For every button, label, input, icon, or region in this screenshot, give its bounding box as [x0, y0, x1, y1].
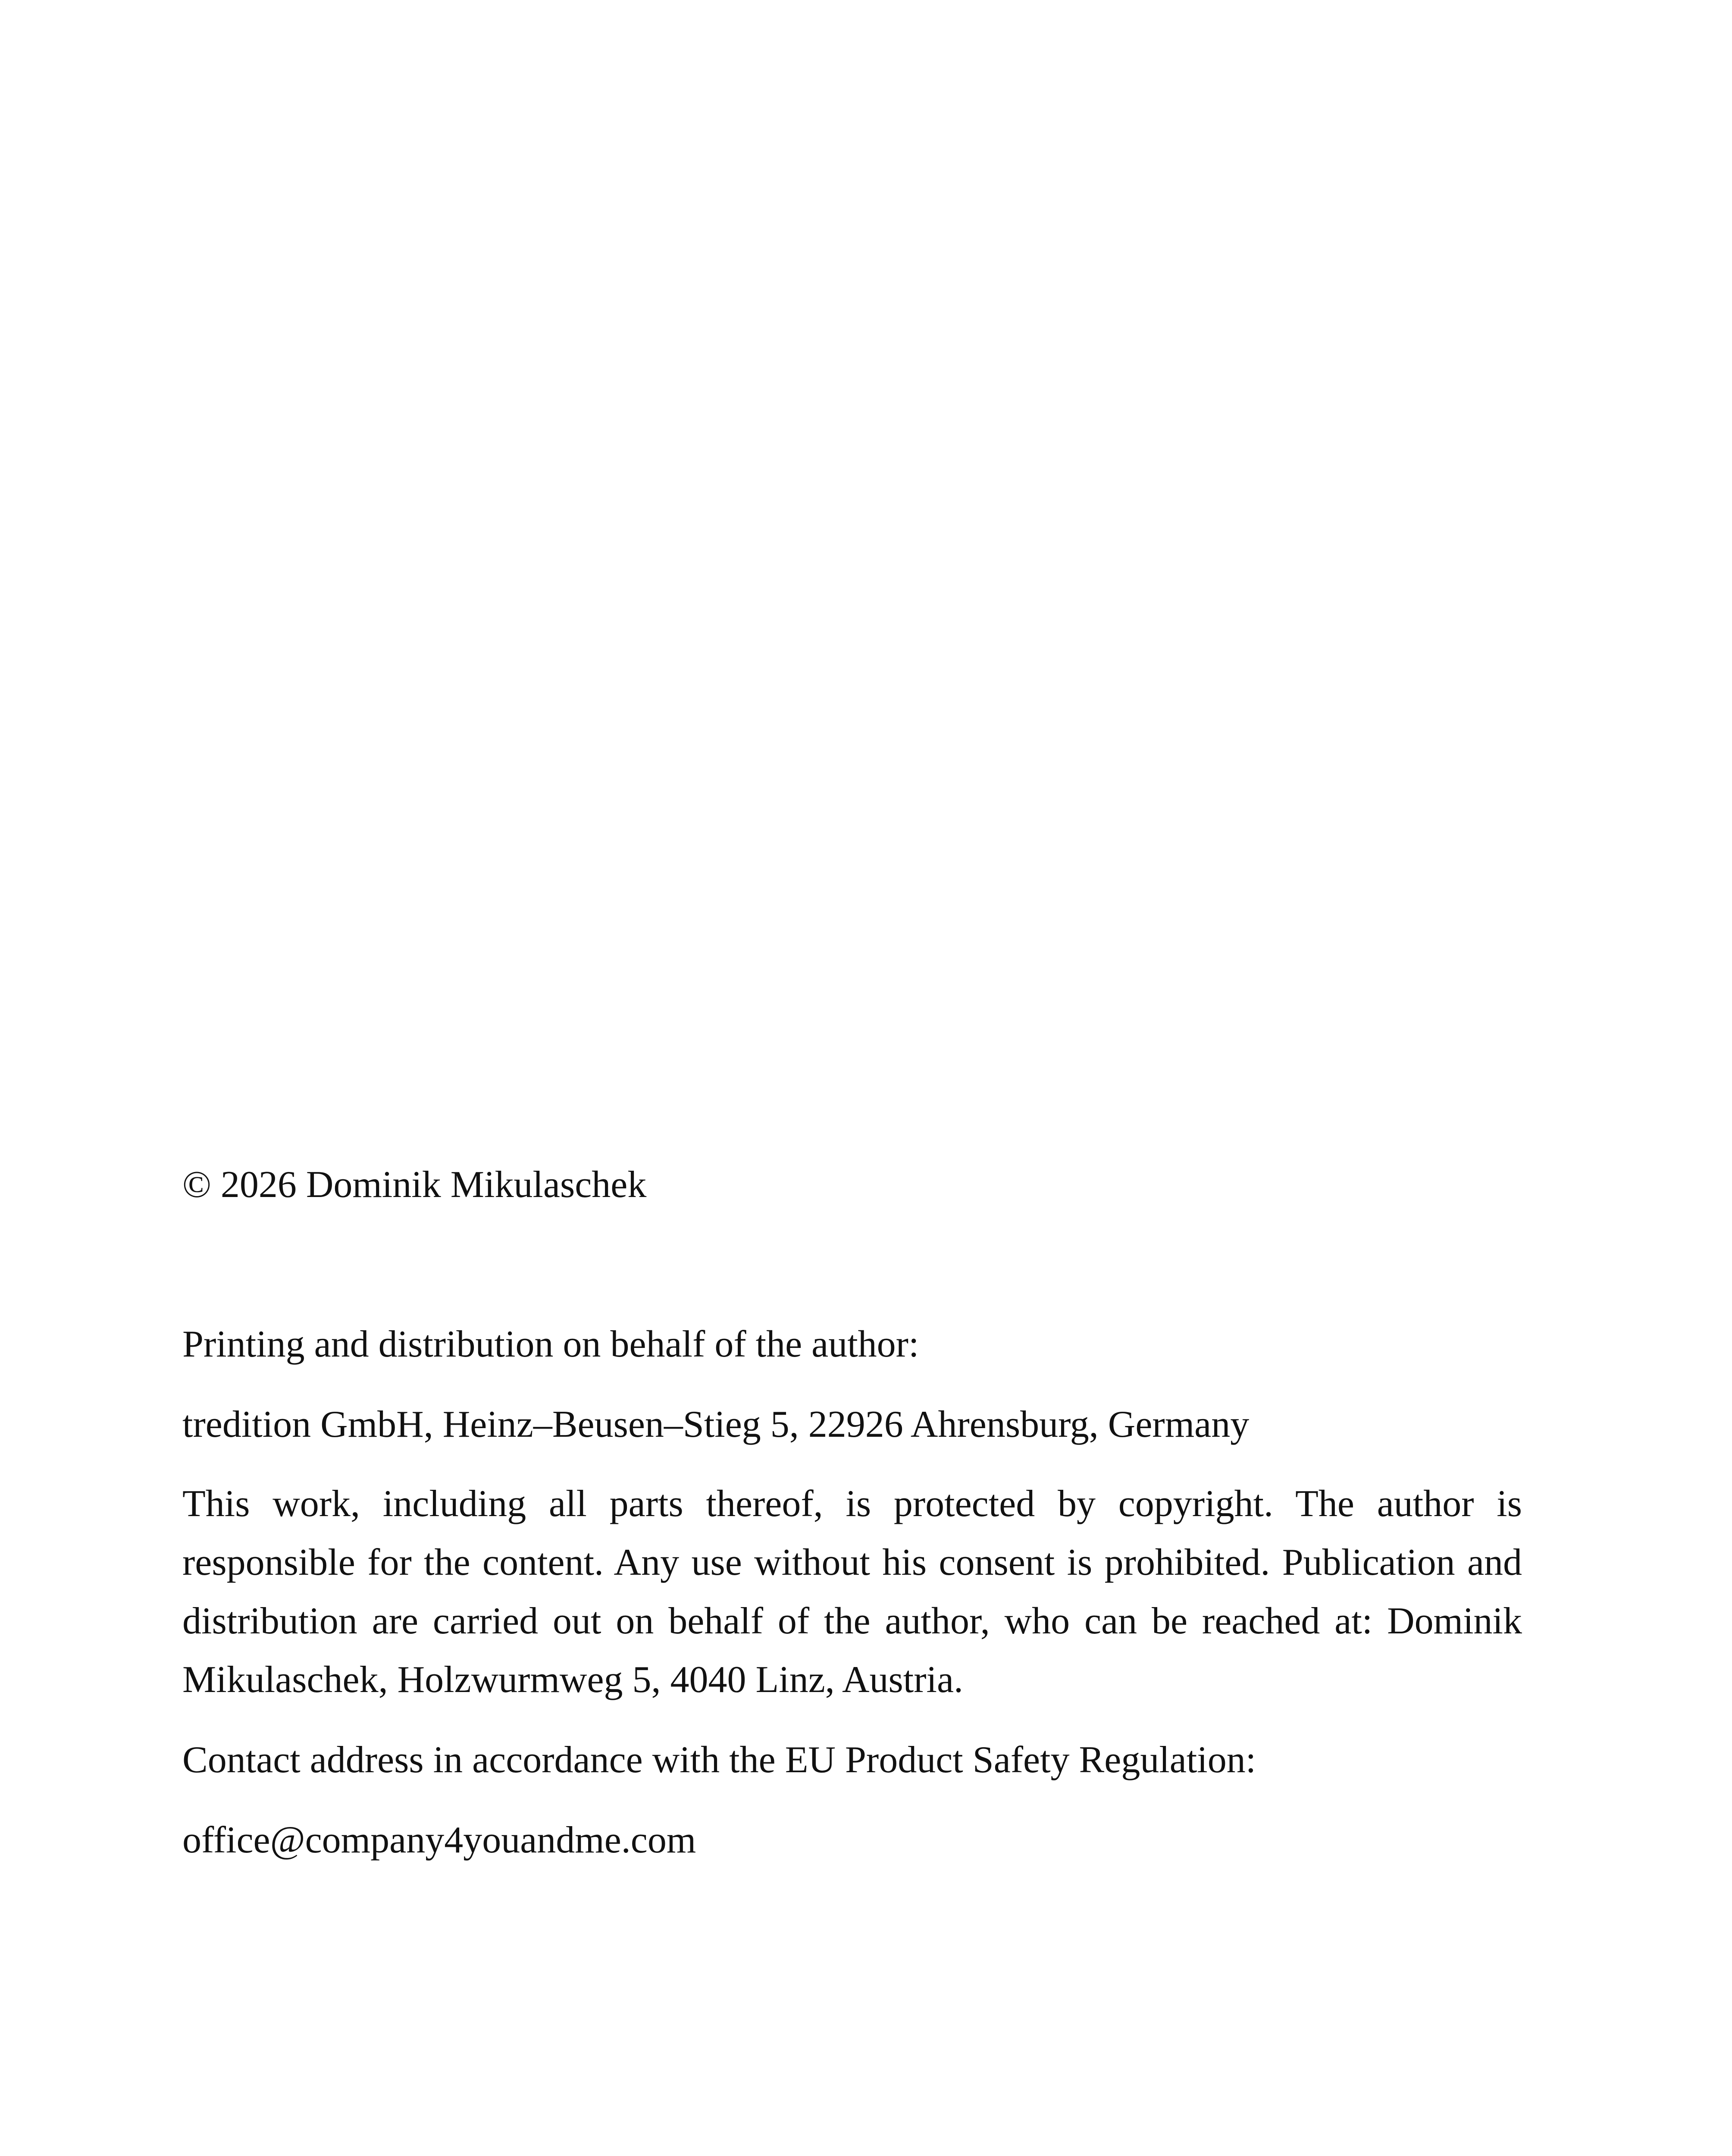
printing-distribution-line: Printing and distribution on behalf of the author:: [182, 1323, 919, 1365]
publisher-address: tredition GmbH, Heinz–Beusen–Stieg 5, 22926 Ahrensburg, Germany: [182, 1404, 1250, 1445]
copyright-line: © 2026 Dominik Mikulaschek: [182, 1164, 647, 1206]
contact-heading: Contact address in accordance with the EU Product Safety Regulation:: [182, 1739, 1256, 1781]
rights-notice: This work, including all parts thereof, is protected by copyright. The author is responsible for the content. Any use without his consent is prohibited. Publication and distribution are carried out on behalf of the author, who can be reached at: Dominik Mikulaschek, Holzwurmweg 5, 4040 Linz, Austria.: [182, 1483, 1522, 1701]
contact-email: office@company4youandme.com: [182, 1819, 696, 1861]
